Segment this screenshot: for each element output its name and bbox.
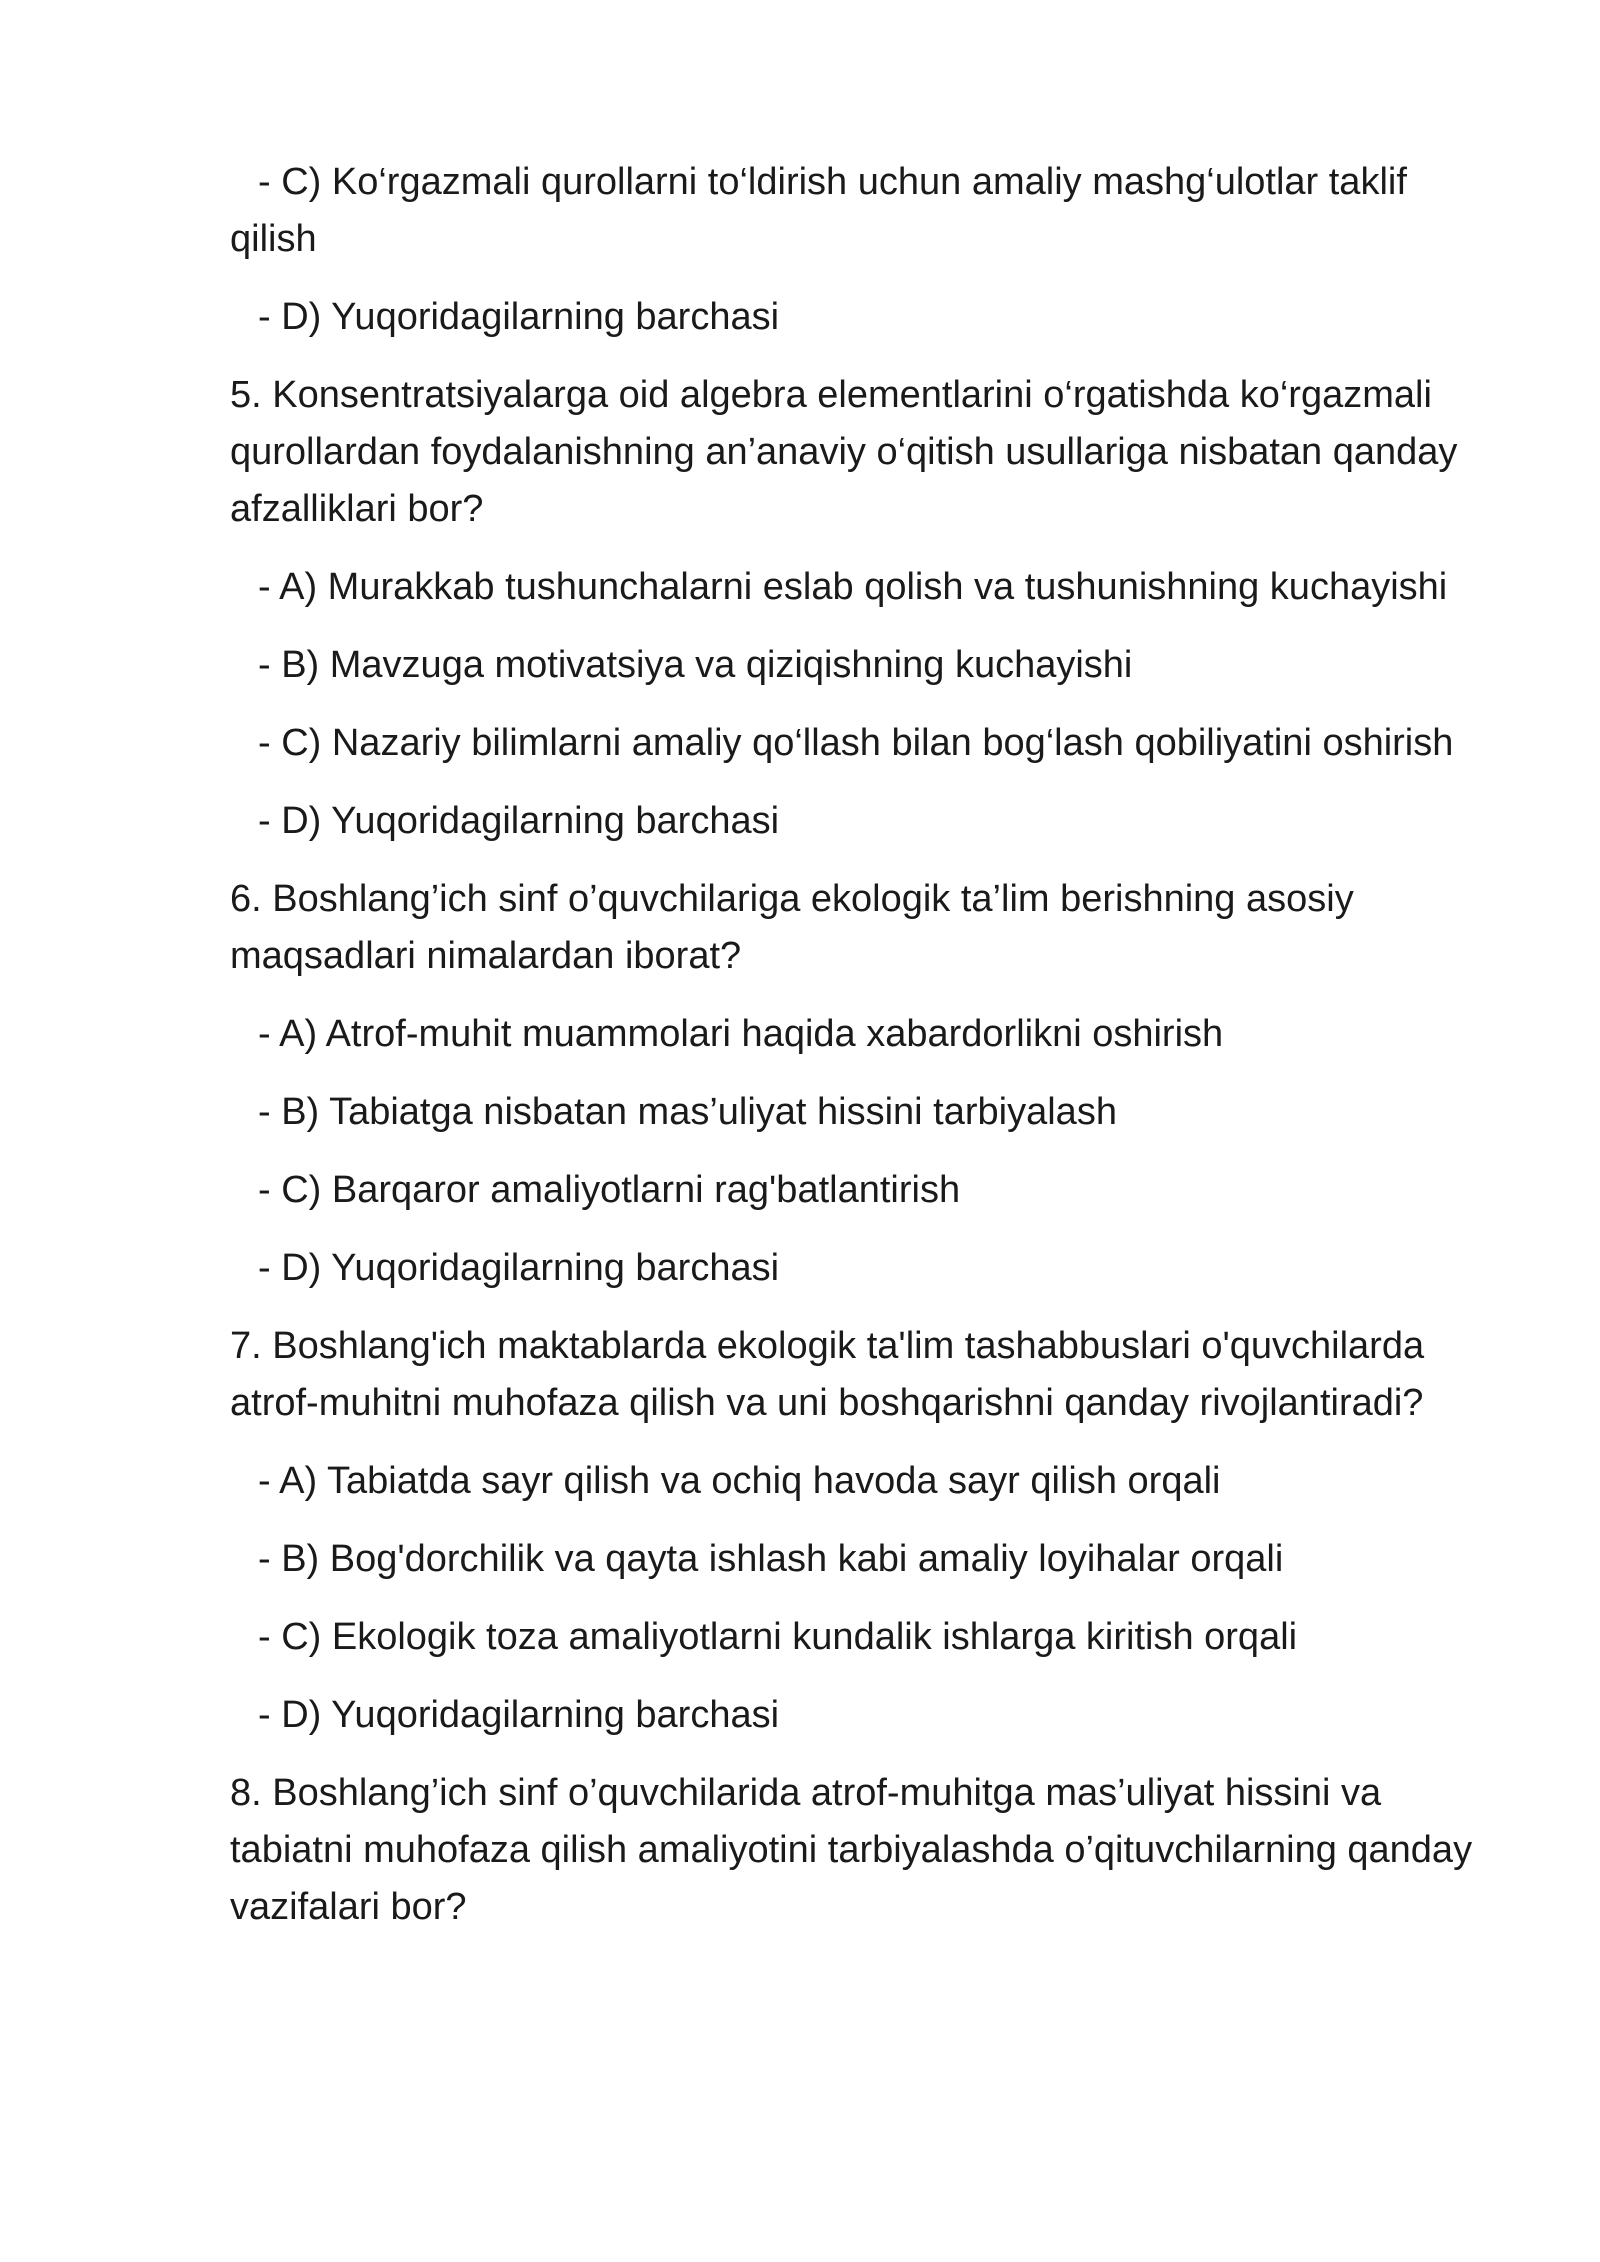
- document-body: [230, 154, 1500, 1957]
- option-7c: - C) Ekologik toza amaliyotlarni kundalik ishlarga kiritish orqali: [258, 1616, 1298, 1658]
- option-6d: - D) Yuqoridagilarning barchasi: [258, 1247, 780, 1289]
- option-4d: - D) Yuqoridagilarning barchasi: [258, 296, 780, 338]
- option-7d: - D) Yuqoridagilarning barchasi: [258, 1694, 780, 1736]
- question-7: 7. Boshlang'ich maktablarda ekologik ta'lim tashabbuslari o'quvchilarda atrof-muhitni muhofaza qilish va uni boshqarishni qanday rivojlantiradi?: [230, 1325, 1425, 1424]
- option-6c: - C) Barqaror amaliyotlarni rag'batlantirish: [258, 1169, 961, 1211]
- question-6: 6. Boshlang’ich sinf o’quvchilariga ekologik ta’lim berishning asosiy maqsadlari nimalardan iborat?: [230, 878, 1354, 977]
- option-5b: - B) Mavzuga motivatsiya va qiziqishning kuchayishi: [258, 644, 1133, 686]
- question-8: 8. Boshlang’ich sinf o’quvchilarida atrof-muhitga mas’uliyat hissini va tabiatni muhofaza qilish amaliyotini tarbiyalashda o’qituvchilarning qanday vazifalari bor?: [230, 1772, 1473, 1928]
- option-6b: - B) Tabiatga nisbatan mas’uliyat hissini tarbiyalash: [258, 1091, 1117, 1133]
- option-7b: - B) Bog'dorchilik va qayta ishlash kabi amaliy loyihalar orqali: [258, 1538, 1284, 1580]
- option-7a: - A) Tabiatda sayr qilish va ochiq havoda sayr qilish orqali: [258, 1460, 1221, 1502]
- question-5: 5. Konsentratsiyalarga oid algebra elementlarini o‘rgatishda ko‘rgazmali qurollardan foydalanishning an’anaviy o‘qitish usullariga nisbatan qanday afzalliklari bor?: [230, 374, 1458, 530]
- option-5c: - C) Nazariy bilimlarni amaliy qo‘llash bilan bog‘lash qobiliyatini oshirish: [258, 722, 1454, 764]
- option-5d: - D) Yuqoridagilarning barchasi: [258, 800, 780, 842]
- option-6a: - A) Atrof-muhit muammolari haqida xabardorlikni oshirish: [258, 1013, 1224, 1055]
- option-5a: - A) Murakkab tushunchalarni eslab qolish va tushunishning kuchayishi: [258, 566, 1448, 608]
- option-4c: - C) Ko‘rgazmali qurollarni to‘ldirish uchun amaliy mashg‘ulotlar taklif qilish: [230, 161, 1407, 260]
